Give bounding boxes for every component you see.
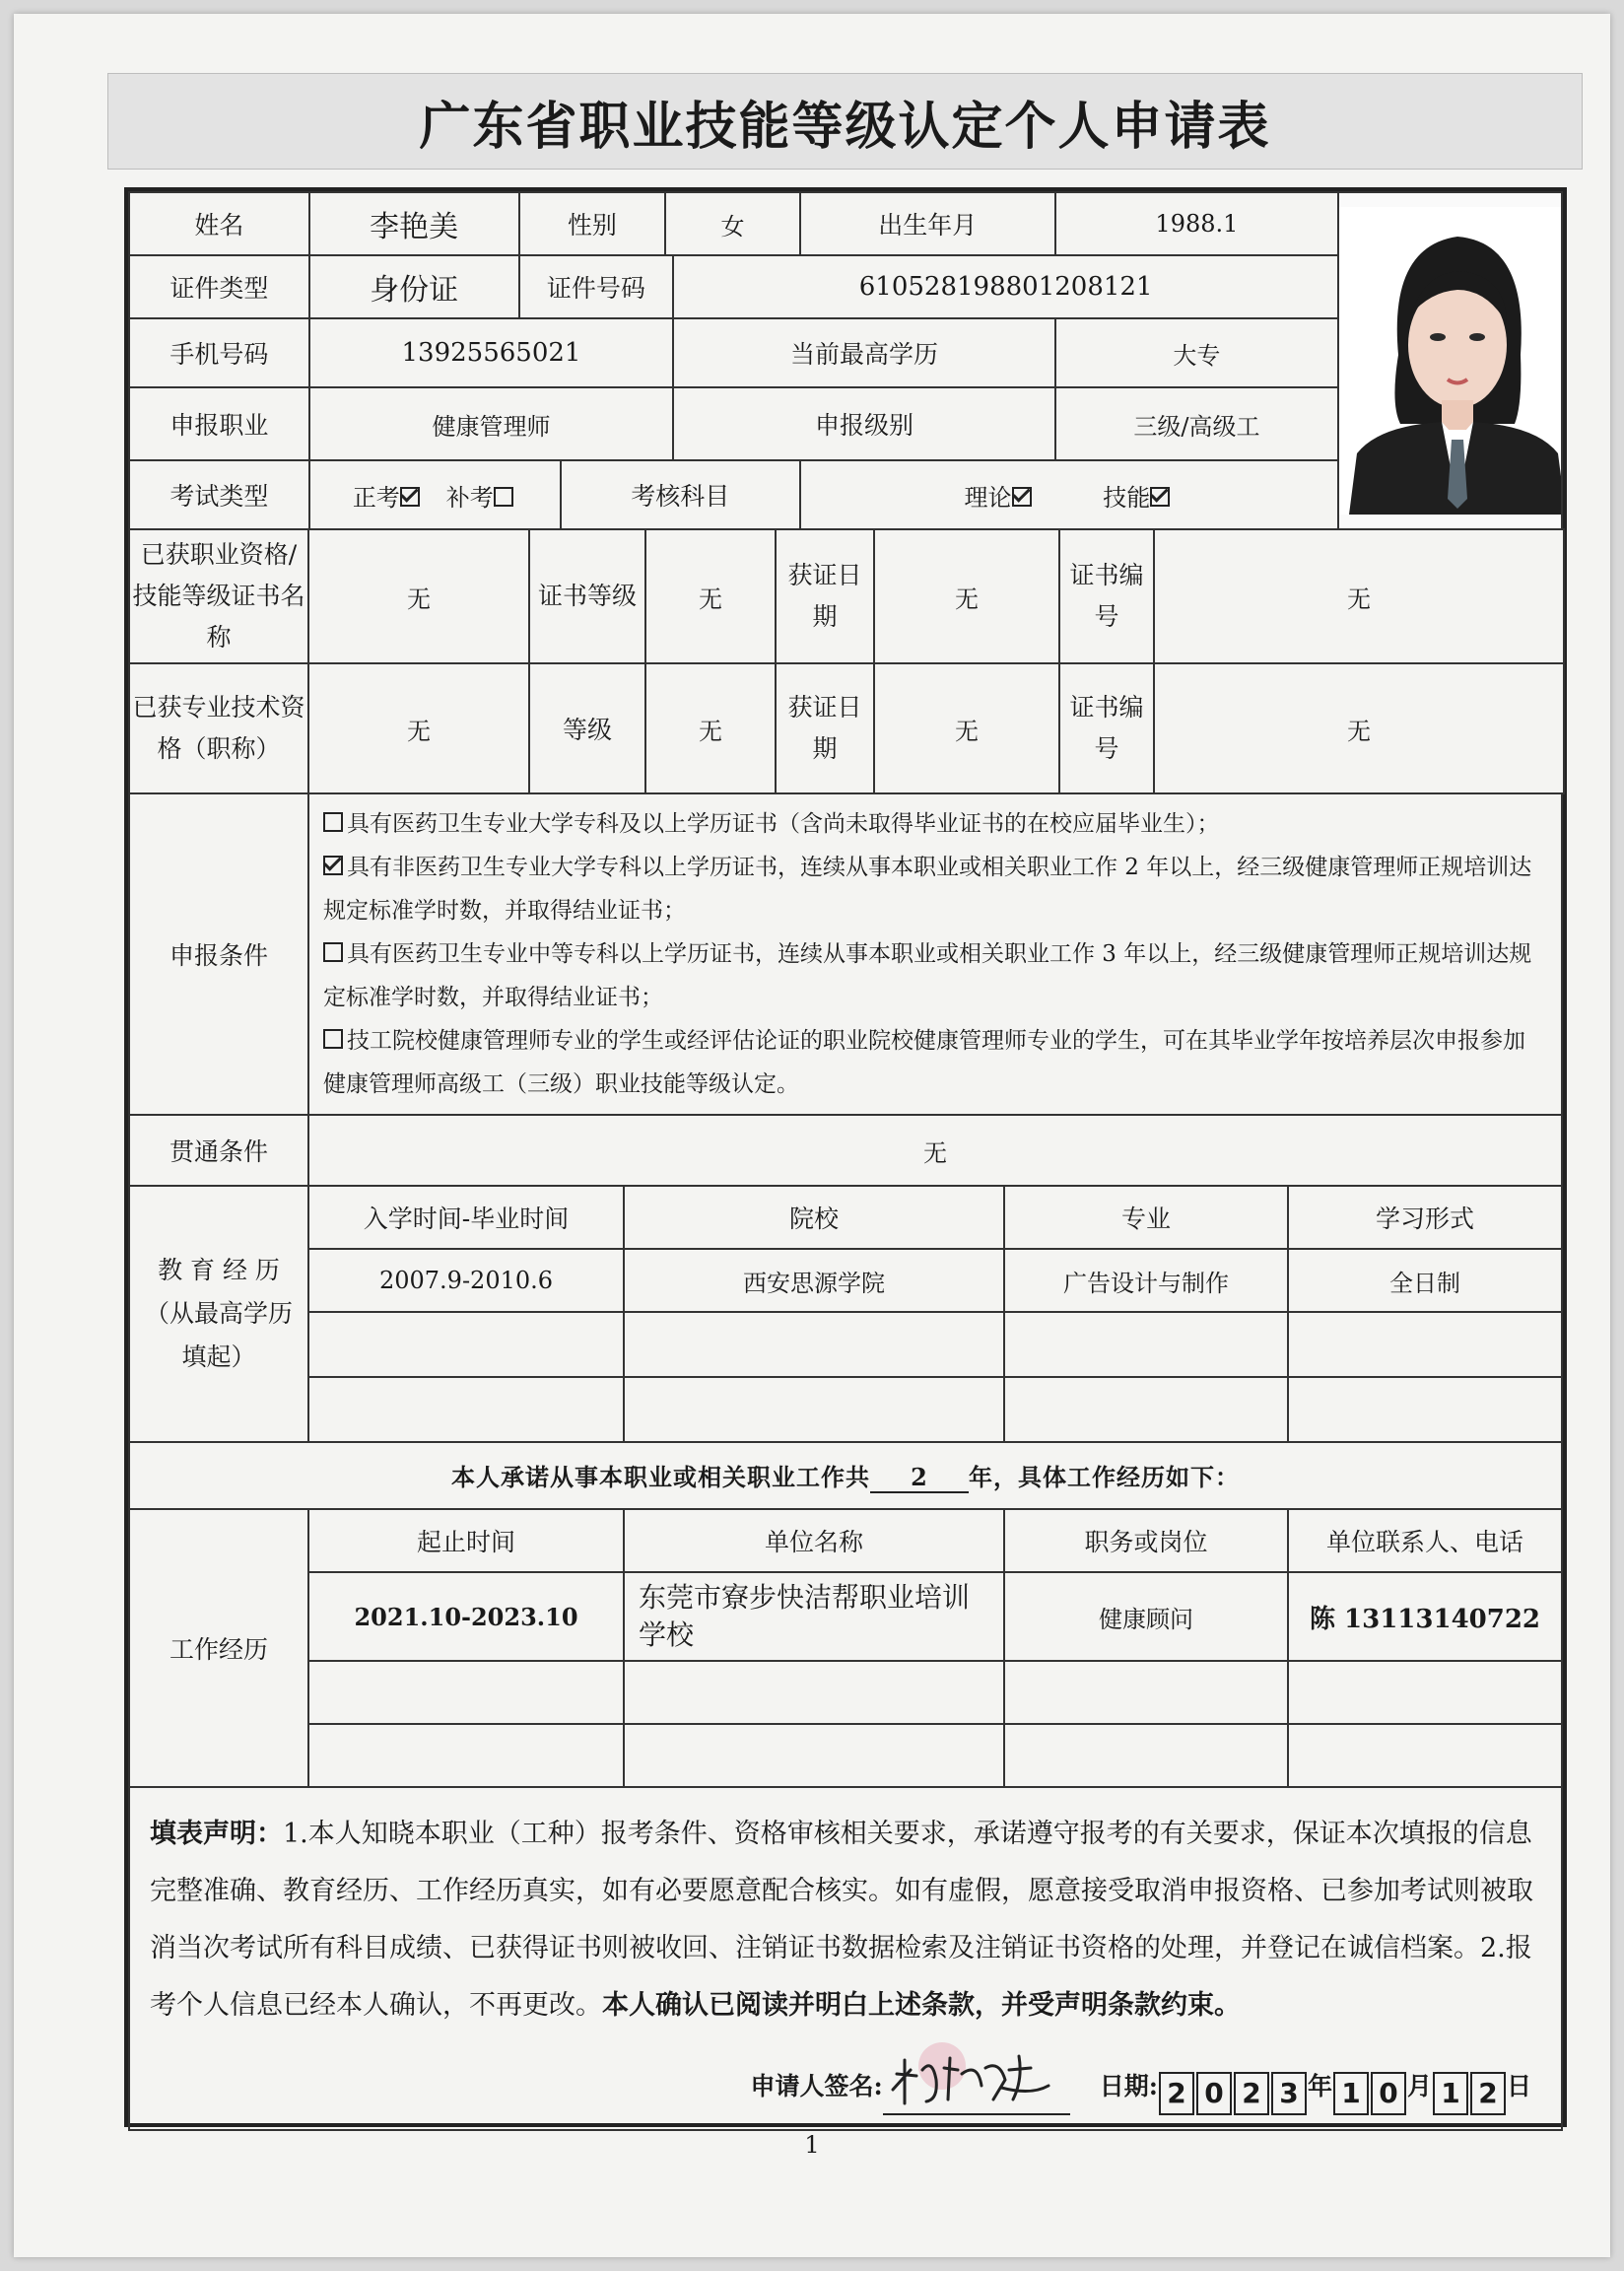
job-value: 健康管理师 <box>309 387 674 460</box>
name-label: 姓名 <box>129 192 309 255</box>
idno-value: 610528198801208121 <box>673 255 1338 318</box>
table-row <box>129 1377 1562 1442</box>
edu-header-period: 入学时间-毕业时间 <box>308 1186 624 1249</box>
work-company: 东莞市寮步快洁帮职业培训学校 <box>624 1572 1004 1661</box>
subject-opt2-checkbox[interactable] <box>1150 487 1170 507</box>
qualification-table <box>128 528 1565 794</box>
edu-empty-cell <box>1004 1377 1288 1442</box>
qual-row1-date: 无 <box>874 529 1059 663</box>
exam-opt2-checkbox[interactable] <box>494 487 513 507</box>
qual-row1-level: 无 <box>645 529 776 663</box>
edu-school: 西安思源学院 <box>624 1249 1004 1312</box>
day-unit: 日 <box>1506 2072 1531 2100</box>
subject-label: 考核科目 <box>561 460 800 529</box>
work-empty-cell <box>1004 1661 1288 1724</box>
qual-row2-label: 已获专业技术资格（职称） <box>129 663 308 793</box>
qual-row1-label: 已获职业资格/技能等级证书名称 <box>129 529 308 663</box>
month-digit[interactable]: 0 <box>1371 2072 1406 2115</box>
declaration <box>129 1787 1562 2130</box>
year-digit[interactable]: 2 <box>1159 2072 1194 2115</box>
main-table <box>128 191 1563 530</box>
work-empty-cell <box>624 1724 1004 1787</box>
edu-empty-cell <box>1288 1312 1562 1377</box>
condition-1-checkbox[interactable] <box>323 812 343 832</box>
subject-opt2-label: 技能 <box>1103 483 1151 512</box>
edu-label: 当前最高学历 <box>673 318 1055 387</box>
work-empty-cell <box>308 1724 624 1787</box>
edu-empty-cell <box>308 1377 624 1442</box>
work-commitment: 本人承诺从事本职业或相关职业工作共 2 年，具体工作经历如下： <box>129 1442 1562 1509</box>
phone-label: 手机号码 <box>129 318 309 387</box>
declaration-head: 填表声明： <box>150 1819 283 1849</box>
work-empty-cell <box>308 1661 624 1724</box>
qual-row1-no: 无 <box>1154 529 1564 663</box>
education-label: 教 育 经 历（从最高学历填起） <box>129 1186 308 1442</box>
work-header-position: 职务或岗位 <box>1004 1509 1288 1572</box>
edu-value: 大专 <box>1055 318 1338 387</box>
edu-header-mode: 学习形式 <box>1288 1186 1562 1249</box>
idtype-label: 证件类型 <box>129 255 309 318</box>
condition-4-checkbox[interactable] <box>323 1029 343 1049</box>
month-digit[interactable]: 1 <box>1333 2072 1369 2115</box>
through-label: 贯通条件 <box>129 1115 308 1186</box>
qual-row2-date: 无 <box>874 663 1059 793</box>
id-photo <box>1339 207 1562 515</box>
qual-row1-level-label: 证书等级 <box>529 529 645 663</box>
year-digit[interactable]: 2 <box>1234 2072 1269 2115</box>
work-header-company: 单位名称 <box>624 1509 1004 1572</box>
work-contact: 陈 13113140722 <box>1288 1572 1562 1661</box>
edu-header-school: 院校 <box>624 1186 1004 1249</box>
subject-opt1-checkbox[interactable] <box>1012 487 1032 507</box>
work-label: 工作经历 <box>129 1509 308 1787</box>
table-row <box>129 1572 1562 1661</box>
edu-mode: 全日制 <box>1288 1249 1562 1312</box>
level-label: 申报级别 <box>673 387 1055 460</box>
work-empty-cell <box>1288 1661 1562 1724</box>
signature-icon <box>883 2040 1070 2113</box>
birth-value: 1988.1 <box>1055 192 1338 255</box>
edu-empty-cell <box>308 1312 624 1377</box>
qual-row2-no: 无 <box>1154 663 1564 793</box>
exam-opt1-label: 正考 <box>352 483 400 512</box>
work-empty-cell <box>624 1661 1004 1724</box>
month-unit: 月 <box>1406 2072 1432 2100</box>
qual-row2-name: 无 <box>308 663 529 793</box>
signature-label: 申请人签名: <box>750 2072 883 2100</box>
work-position: 健康顾问 <box>1004 1572 1288 1661</box>
through-value: 无 <box>308 1115 1562 1186</box>
table-row <box>129 1312 1562 1377</box>
work-period: 2021.10-2023.10 <box>308 1572 624 1661</box>
signature-row <box>750 2058 1531 2115</box>
job-label: 申报职业 <box>129 387 309 460</box>
idno-label: 证件号码 <box>519 255 674 318</box>
day-digit[interactable]: 2 <box>1470 2072 1506 2115</box>
work-years: 2 <box>870 1463 969 1493</box>
qual-row2-level: 无 <box>645 663 776 793</box>
table-row <box>129 1661 1562 1724</box>
work-empty-cell <box>1288 1724 1562 1787</box>
day-digit[interactable]: 1 <box>1433 2072 1468 2115</box>
name-value: 李艳美 <box>309 192 519 255</box>
document-sheet <box>14 14 1610 2257</box>
work-header-contact: 单位联系人、电话 <box>1288 1509 1562 1572</box>
table-row <box>129 1249 1562 1312</box>
signature-field[interactable] <box>883 2060 1070 2115</box>
edu-empty-cell <box>624 1377 1004 1442</box>
condition-3-checkbox[interactable] <box>323 942 343 962</box>
title-bar <box>107 73 1583 170</box>
conditions-label: 申报条件 <box>129 793 308 1115</box>
year-digit[interactable]: 0 <box>1196 2072 1232 2115</box>
qual-row2-no-label: 证书编号 <box>1059 663 1154 793</box>
qual-row2-date-label: 获证日期 <box>776 663 874 793</box>
qual-row2-level-label: 等级 <box>529 663 645 793</box>
qual-row1-date-label: 获证日期 <box>776 529 874 663</box>
page-title: 广东省职业技能等级认定个人申请表 <box>419 96 1271 157</box>
birth-label: 出生年月 <box>800 192 1055 255</box>
conditions-table <box>128 792 1563 1187</box>
year-digit[interactable]: 3 <box>1271 2072 1307 2115</box>
year-unit: 年 <box>1307 2072 1332 2100</box>
condition-item: 技工院校健康管理师专业的学生或经评估论证的职业院校健康管理师专业的学生，可在其毕业学年按培养层次申报参加健康管理师高级工（三级）职业技能等级认定。 <box>323 1028 1525 1097</box>
edu-major: 广告设计与制作 <box>1004 1249 1288 1312</box>
photo-cell <box>1338 192 1562 529</box>
conditions-list <box>308 793 1562 1115</box>
qual-row1-name: 无 <box>308 529 529 663</box>
level-value: 三级/高级工 <box>1055 387 1338 460</box>
exam-options <box>309 460 561 529</box>
gender-value: 女 <box>665 192 800 255</box>
edu-header-major: 专业 <box>1004 1186 1288 1249</box>
phone-value: 13925565021 <box>309 318 674 387</box>
exam-opt1-checkbox[interactable] <box>400 487 420 507</box>
declaration-tail: 本人确认已阅读并明白上述条款，并受声明条款约束。 <box>602 1990 1241 2021</box>
subject-opt1-label: 理论 <box>964 483 1012 512</box>
date-label: 日期: <box>1099 2072 1158 2100</box>
application-form <box>124 187 1567 2127</box>
condition-item: 具有非医药卫生专业大学专科以上学历证书，连续从事本职业或相关职业工作 2 年以上，经三级健康管理师正规培训达规定标准学时数，并取得结业证书； <box>323 855 1532 924</box>
condition-2-checkbox[interactable] <box>323 856 343 875</box>
edu-empty-cell <box>1004 1312 1288 1377</box>
edu-empty-cell <box>624 1312 1004 1377</box>
table-row <box>129 1724 1562 1787</box>
gender-label: 性别 <box>519 192 666 255</box>
exam-label: 考试类型 <box>129 460 309 529</box>
edu-period: 2007.9-2010.6 <box>308 1249 624 1312</box>
exam-opt2-label: 补考 <box>445 483 494 512</box>
page-number: 1 <box>804 2131 820 2159</box>
qual-row1-no-label: 证书编号 <box>1059 529 1154 663</box>
work-header-period: 起止时间 <box>308 1509 624 1572</box>
work-empty-cell <box>1004 1724 1288 1787</box>
subject-options <box>800 460 1338 529</box>
education-table <box>128 1185 1563 2131</box>
condition-item: 具有医药卫生专业中等专科以上学历证书，连续从事本职业或相关职业工作 3 年以上，经三级健康管理师正规培训达规定标准学时数，并取得结业证书； <box>323 941 1532 1010</box>
condition-item: 具有医药卫生专业大学专科及以上学历证书（含尚未取得毕业证书的在校应届毕业生）； <box>323 802 1547 846</box>
declaration-body: 1.本人知晓本职业（工种）报考条件、资格审核相关要求，承诺遵守报考的有关要求，保证本次填报的信息完整准确、教育经历、工作经历真实，如有必要愿意配合核实。如有虚假，愿意接受取消申报资格、已参加考试则被取消当次考试所有科目成绩、已获得证书则被收回、注销证书数据检索及注销证书资格的处理，并登记在诚信档案。2.报考个人信息已经本人确认，不再更改。 <box>150 1819 1533 2021</box>
idtype-value: 身份证 <box>309 255 519 318</box>
edu-empty-cell <box>1288 1377 1562 1442</box>
